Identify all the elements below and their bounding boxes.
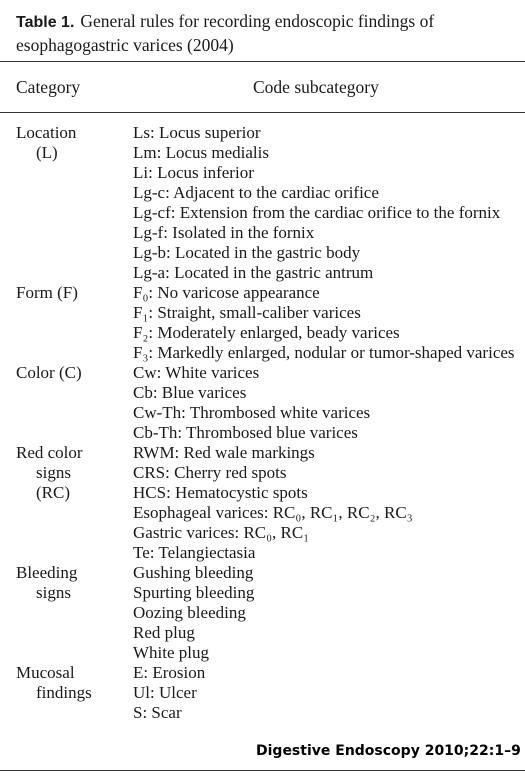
code-item: F₀: No varicose appearance [133,283,320,302]
category-label: findings [36,683,92,702]
code-item: CRS: Cherry red spots [133,463,287,482]
code-item: Ls: Locus superior [133,123,261,142]
category-cell [16,283,126,303]
code-item: Spurting bleeding [133,583,255,602]
code-item: Oozing bleeding [133,603,246,622]
category-label: Bleeding [16,563,78,582]
code-cell [133,663,518,723]
top-rule [0,61,525,62]
category-cell [16,663,126,703]
category-cell [16,443,126,503]
table-row [0,283,525,363]
category-cell [16,363,126,383]
table-row [0,363,525,443]
code-item: Lm: Locus medialis [133,143,269,162]
code-item: RWM: Red wale markings [133,443,315,462]
code-item: Lg-a: Located in the gastric antrum [133,263,374,282]
code-cell [133,363,518,443]
code-item: Cb-Th: Thrombosed blue varices [133,423,358,442]
category-cell [16,563,126,603]
category-label: Mucosal [16,663,75,682]
code-item: Esophageal varices: RC₀, RC₁, RC₂, RC₃ [133,503,413,522]
code-item: Lg-cf: Extension from the cardiac orifice to the fornix [133,203,501,222]
code-item: Lg-b: Located in the gastric body [133,243,361,262]
bottom-rule [0,770,525,771]
code-item: Gastric varices: RC₀, RC₁ [133,523,310,542]
code-item: F₁: Straight, small-caliber varices [133,303,361,322]
table-caption [16,10,516,56]
code-item: F₂: Moderately enlarged, beady varices [133,323,400,342]
code-item: White plug [133,643,210,662]
header-category: Category [16,77,81,97]
code-item: Ul: Ulcer [133,683,197,702]
code-item: HCS: Hematocystic spots [133,483,308,502]
category-cell [16,123,126,163]
category-label: (RC) [36,483,70,502]
code-item: F₃: Markedly enlarged, nodular or tumor-shaped varices [133,343,515,362]
code-item: Lg-c: Adjacent to the cardiac orifice [133,183,379,202]
code-item: E: Erosion [133,663,206,682]
code-cell [133,123,518,283]
code-cell [133,283,518,363]
code-cell [133,443,518,563]
table-row [0,123,525,283]
table-row [0,663,525,723]
category-label: signs [36,463,71,482]
header-code-subcategory: Code subcategory [253,77,379,97]
source-credit: Digestive Endoscopy 2010;22:1–9 [256,743,521,759]
header-rule [0,112,525,113]
code-cell [133,563,518,663]
category-label: Red color [16,443,83,462]
category-label: (L) [36,143,58,162]
table-row [0,443,525,563]
table-label: Table 1. [16,14,75,31]
code-item: Gushing bleeding [133,563,254,582]
category-label: Color (C) [16,363,82,382]
code-item: Li: Locus inferior [133,163,254,182]
code-item: Cw: White varices [133,363,260,382]
category-label: Location [16,123,77,142]
code-item: Red plug [133,623,195,642]
code-item: Te: Telangiectasia [133,543,256,562]
code-item: Cw-Th: Thrombosed white varices [133,403,371,422]
category-label: Form (F) [16,283,78,302]
code-item: Cb: Blue varices [133,383,247,402]
table-body [0,123,525,723]
code-item: Lg-f: Isolated in the fornix [133,223,315,242]
table-row [0,563,525,663]
category-label: signs [36,583,71,602]
code-item: S: Scar [133,703,182,722]
table-title: General rules for recording endoscopic findings of esophagogastric varices (2004) [16,11,435,55]
